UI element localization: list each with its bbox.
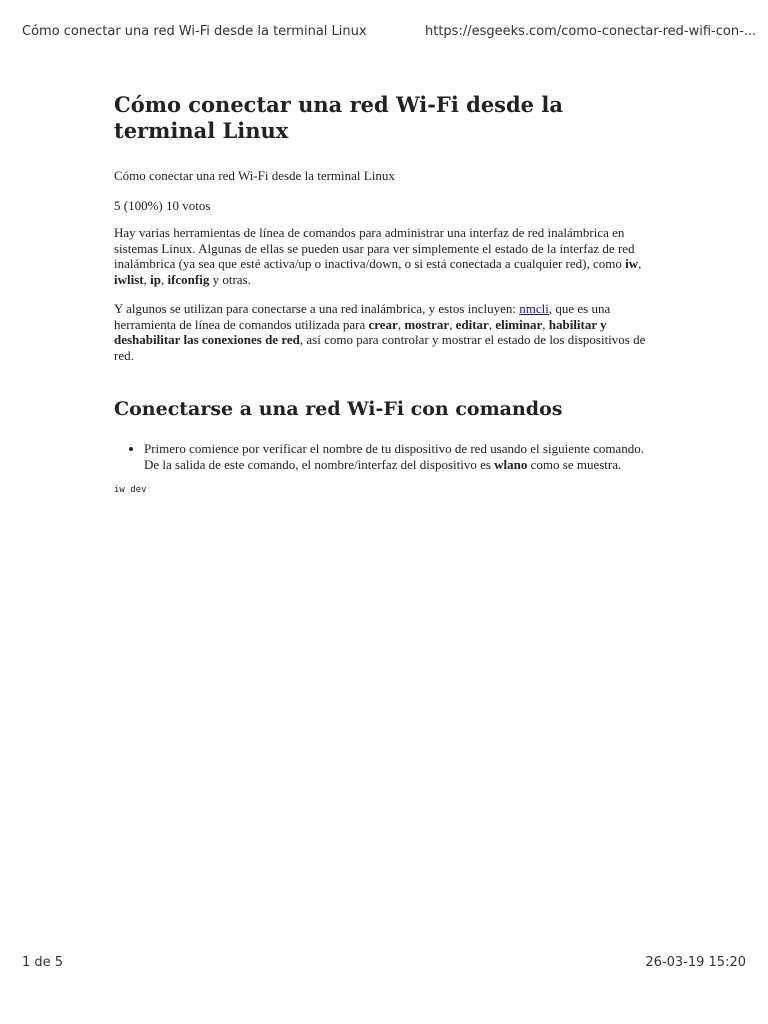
steps-list — [114, 441, 658, 472]
article-content — [114, 92, 658, 496]
print-header-title: Cómo conectar una red Wi-Fi desde la terminal Linux — [22, 24, 367, 39]
separator: , — [488, 316, 496, 332]
section-heading: Conectarse a una red Wi-Fi con comandos — [114, 398, 563, 420]
step-text-end: como se muestra. — [527, 456, 622, 472]
separator: , — [397, 316, 405, 332]
intro-text: Hay varias herramientas de línea de comandos para administrar una interfaz de red inalámbrica en sistemas Linux. Algunas de ellas se pueden usar para ver simplemente el estado de la interfaz de red inalámbrica (ya sea que esté activa/up o inactiva/down, o si está conectada a cualquier red), como — [114, 225, 635, 271]
device-name: wlano — [494, 456, 528, 472]
action-habilitar: habilitar y deshabilitar las conexiones de red — [114, 316, 607, 347]
nmcli-text-end: , así como para controlar y mostrar el estado de los dispositivos de red. — [114, 332, 646, 363]
code-block: iw dev — [114, 485, 147, 495]
nmcli-paragraph — [114, 301, 658, 363]
action-eliminar: eliminar — [495, 316, 543, 332]
separator: , — [160, 271, 168, 287]
nmcli-link[interactable]: nmcli — [519, 301, 549, 316]
page-number: 1 de 5 — [22, 955, 64, 970]
action-crear: crear — [368, 316, 398, 332]
tool-iwlist: iwlist — [114, 271, 144, 287]
separator: , — [143, 271, 151, 287]
step-text: Primero comience por verificar el nombre de tu dispositivo de red usando el siguiente comando. De la salida de este comando, el nombre/interfaz del dispositivo es — [144, 441, 644, 472]
tool-ip: ip — [150, 271, 161, 287]
separator: , — [542, 316, 549, 332]
print-footer — [22, 955, 746, 973]
print-datetime: 26-03-19 15:20 — [645, 955, 746, 970]
print-header-url: https://esgeeks.com/como-conectar-red-wifi-con-... — [425, 24, 757, 39]
tool-ifconfig: ifconfig — [167, 271, 210, 287]
article-subtitle: Cómo conectar una red Wi-Fi desde la terminal Linux — [114, 168, 395, 183]
list-item — [144, 441, 658, 472]
separator: , — [638, 256, 642, 271]
action-mostrar: mostrar — [404, 316, 450, 332]
tool-iw: iw — [625, 256, 639, 271]
intro-paragraph — [114, 225, 658, 287]
intro-text-end: y otras. — [209, 271, 251, 287]
nmcli-text: Y algunos se utilizan para conectarse a una red inalámbrica, y estos incluyen: — [114, 301, 520, 316]
print-header — [22, 24, 757, 42]
article-title: Cómo conectar una red Wi-Fi desde la terminal Linux — [114, 92, 563, 143]
article-rating: 5 (100%) 10 votos — [114, 197, 211, 213]
separator: , — [449, 316, 456, 332]
nmcli-text-mid: , que es una herramienta de línea de comandos utilizada para — [114, 301, 611, 332]
action-editar: editar — [455, 316, 489, 332]
